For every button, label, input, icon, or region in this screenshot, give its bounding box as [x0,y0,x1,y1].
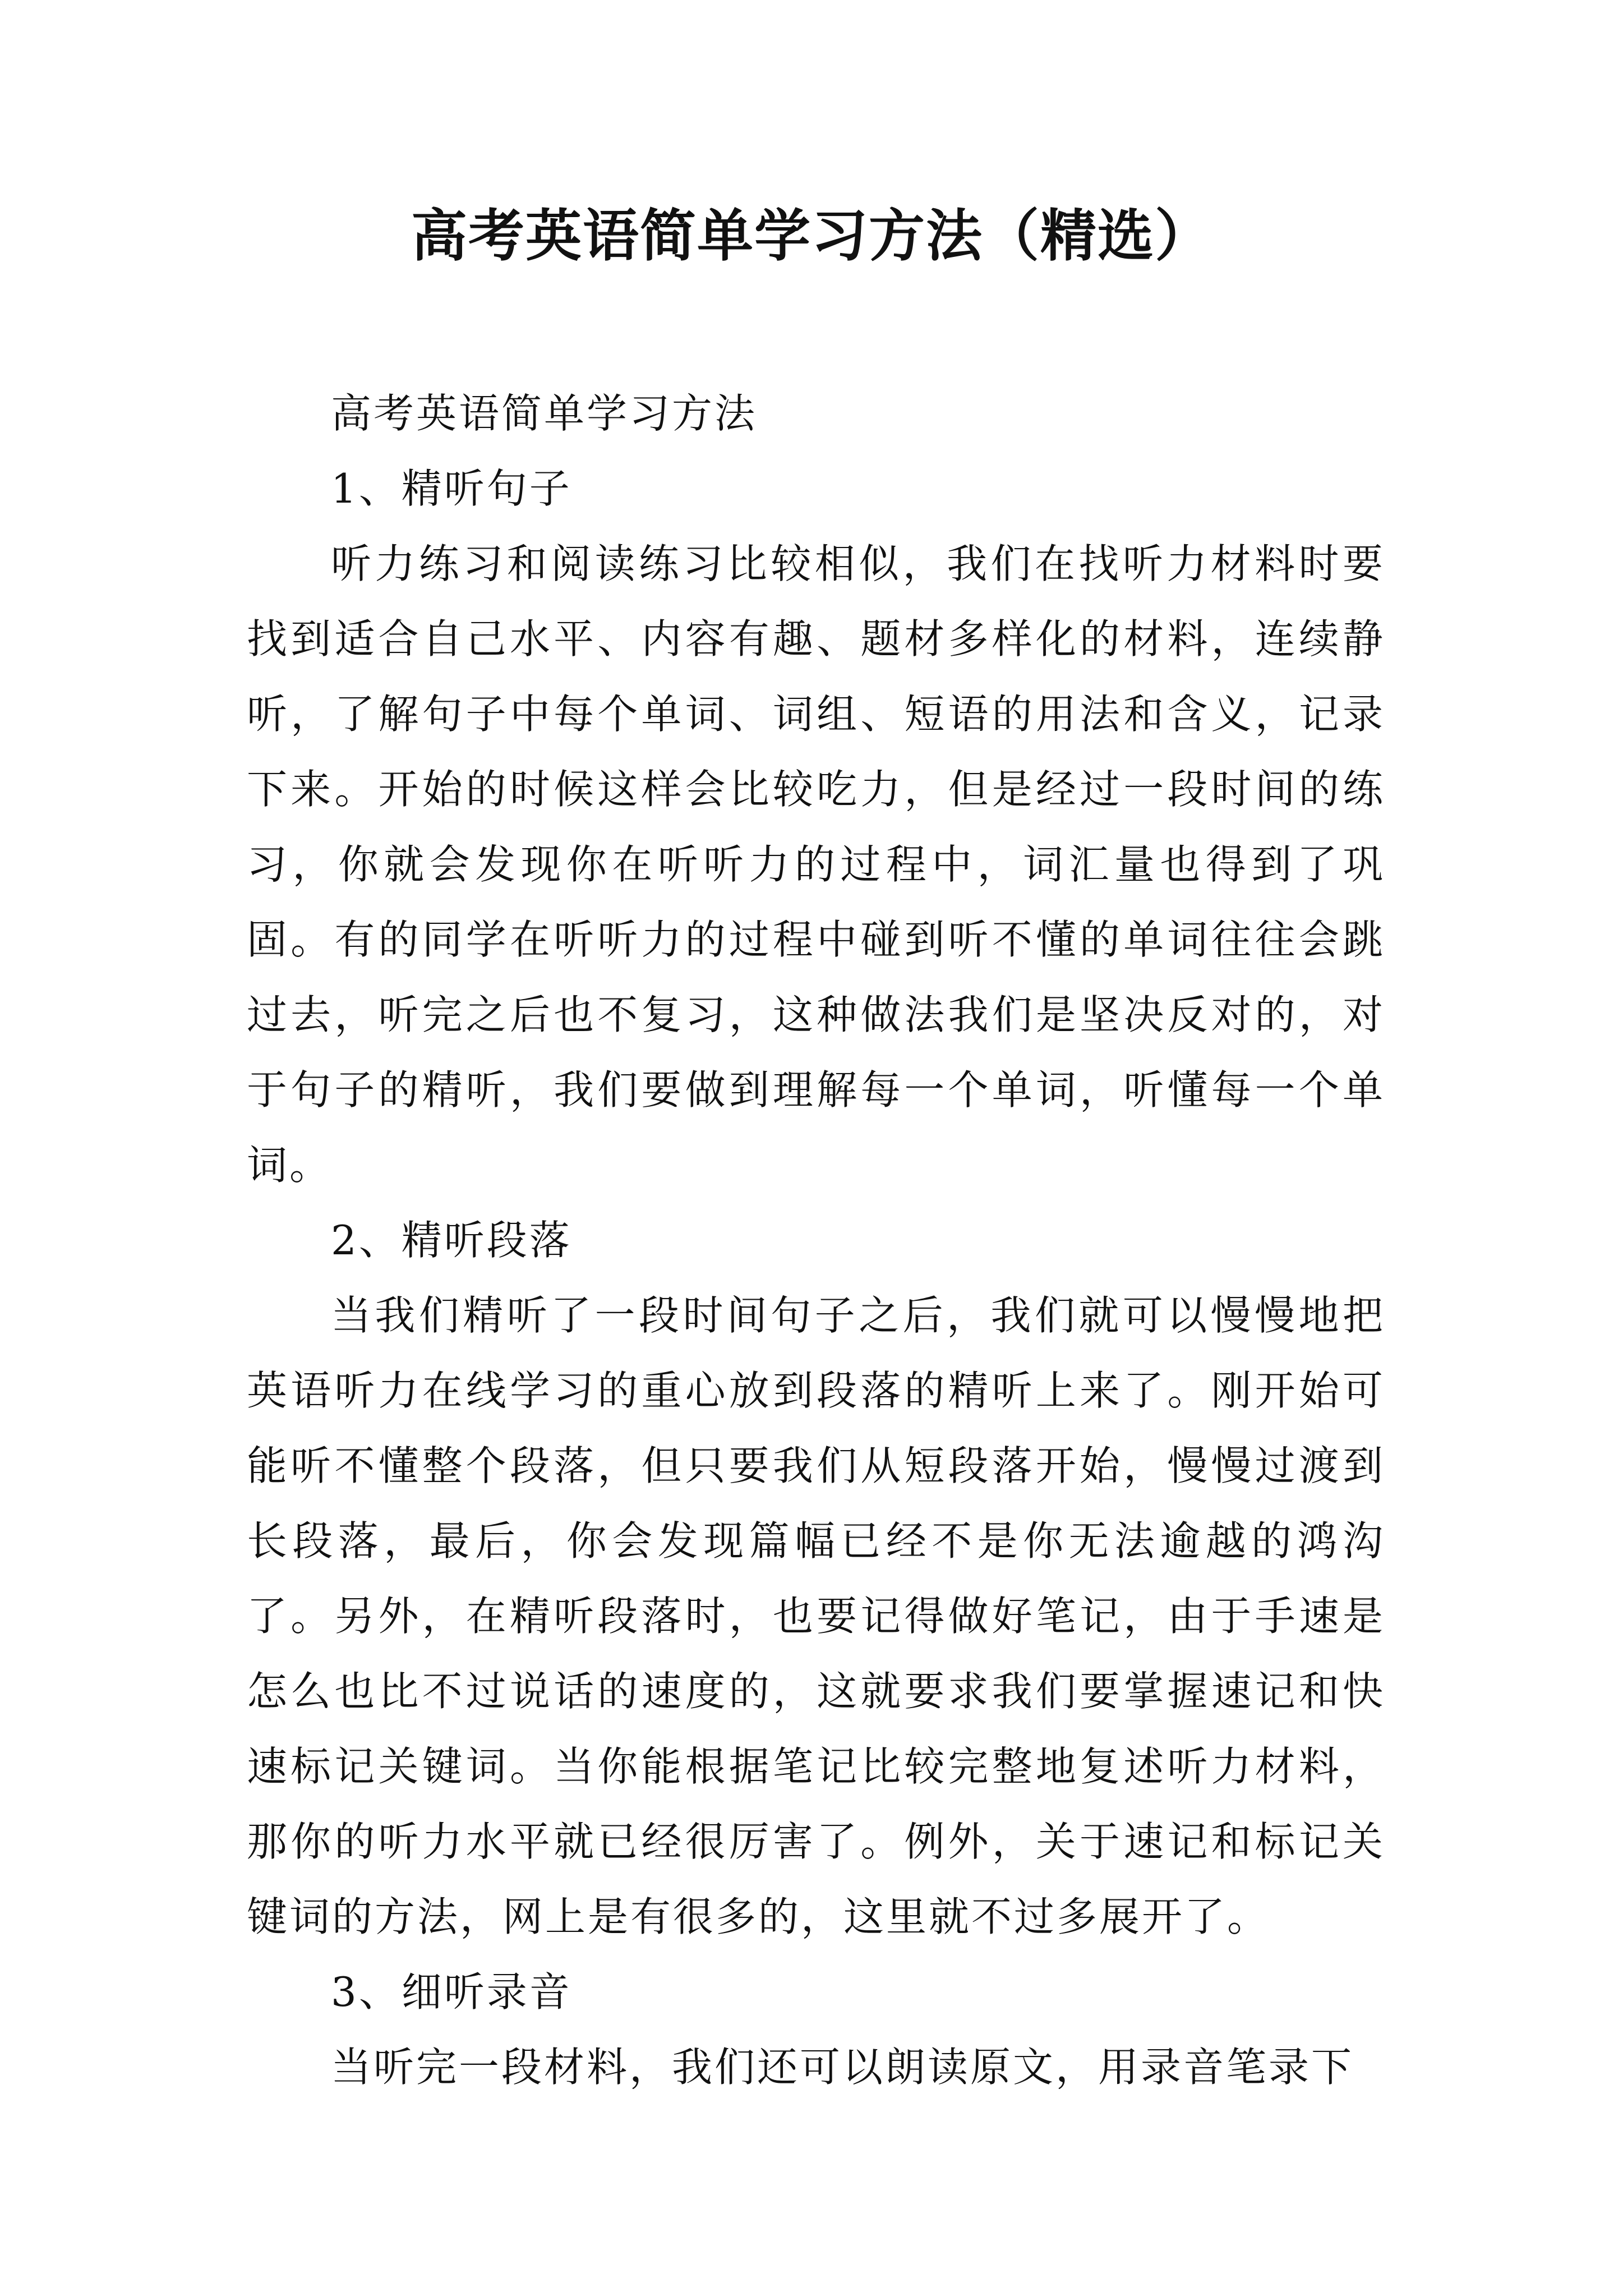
paragraph-listen-recording: 当听完一段材料，我们还可以朗读原文，用录音笔录下 [331,2044,1354,2091]
paragraph-listen-paragraphs: 当我们精听了一段时间句子之后，我们就可以慢慢地把英语听力在线学习的重心放到段落的精听上来了。刚开始可能听不懂整个段落，但只要我们从短段落开始，慢慢过渡到长段落，最后，你会发现篇幅已经不是你无法逾越的鸿沟了。另外，在精听段落时，也要记得做好笔记，由于手速是怎么也比不过说话的速度的，这就要求我们要掌握速记和快速标记关键词。当你能根据笔记比较完整地复述听力材料，那你的听力水平就已经很厉害了。例外，关于速记和标记关键词的方法，网上是有很多的，这里就不过多展开了。 [247,1292,1385,1940]
paragraph-subtitle: 高考英语简单学习方法 [331,390,758,437]
heading-listen-sentences: 1、精听句子 [331,465,572,512]
heading-listen-recording: 3、细听录音 [331,1968,572,2016]
document-title: 高考英语简单学习方法（精选） [411,203,1212,269]
heading-listen-paragraphs: 2、精听段落 [331,1217,572,1264]
document-body [247,376,1385,2105]
paragraph-listen-sentences: 听力练习和阅读练习比较相似，我们在找听力材料时要找到适合自己水平、内容有趣、题材多样化的材料，连续静听，了解句子中每个单词、词组、短语的用法和含义，记录下来。开始的时候这样会比较吃力，但是经过一段时间的练习，你就会发现你在听听力的过程中，词汇量也得到了巩固。有的同学在听听力的过程中碰到听不懂的单词往往会跳过去，听完之后也不复习，这种做法我们是坚决反对的，对于句子的精听，我们要做到理解每一个单词，听懂每一个单词。 [247,540,1385,1189]
